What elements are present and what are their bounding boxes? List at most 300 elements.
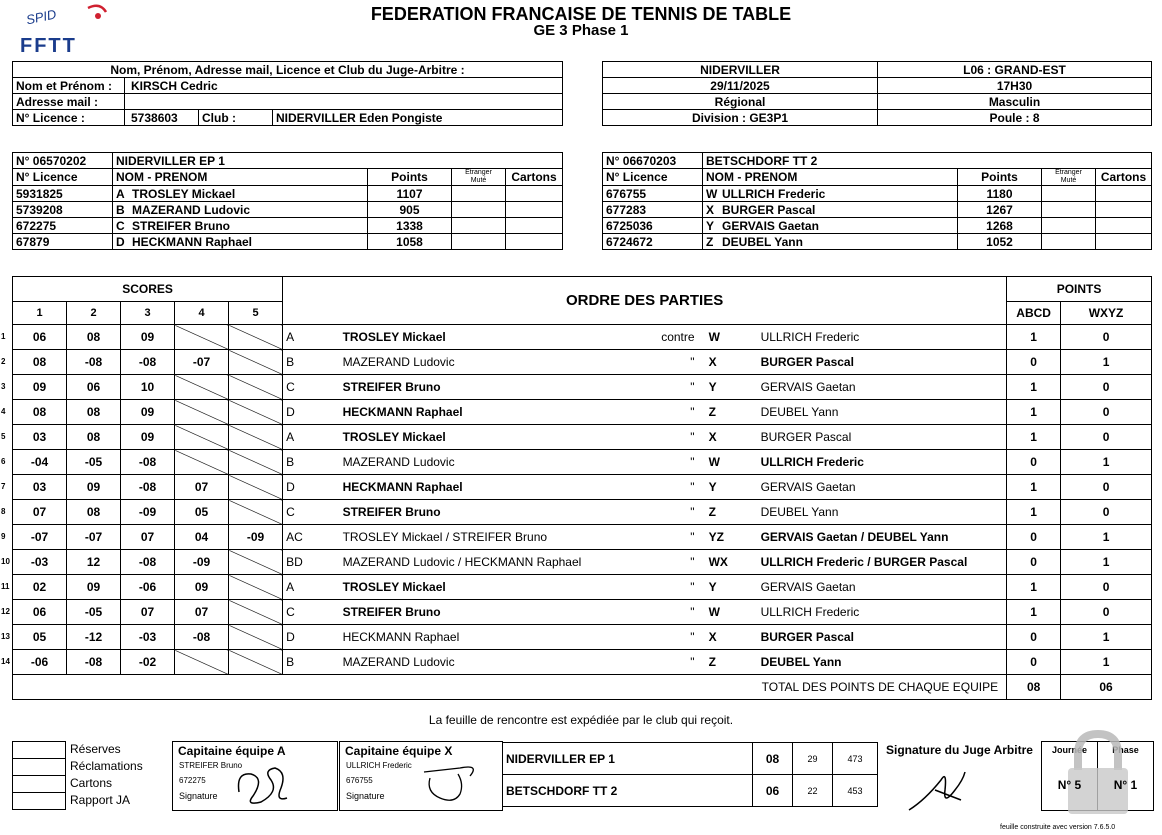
player-cards-cell	[1096, 218, 1152, 234]
set-score-value: 06	[32, 605, 47, 619]
set-score	[67, 325, 121, 350]
team-a-col-licence: N° Licence	[13, 169, 113, 186]
game-player-x: GERVAIS Gaetan	[759, 475, 1007, 500]
game-row	[13, 650, 1152, 675]
game-number: 3	[1, 382, 6, 391]
player-foreign-cell	[452, 186, 506, 202]
set-score	[67, 500, 121, 525]
game-player-a: HECKMANN Raphael	[341, 400, 643, 425]
player-letter: A	[116, 186, 125, 201]
game-player-a: HECKMANN Raphael	[341, 475, 643, 500]
set-score	[175, 425, 229, 450]
set-score	[229, 575, 283, 600]
set-score	[67, 650, 121, 675]
footer-checkbox[interactable]	[12, 741, 66, 758]
player-fullname: BURGER Pascal	[722, 202, 816, 217]
set-score	[229, 625, 283, 650]
set-score	[67, 400, 121, 425]
set-score	[1, 550, 67, 575]
game-result-x: 1	[1061, 350, 1152, 375]
game-number: 14	[1, 657, 10, 666]
game-number: 12	[1, 607, 10, 616]
set-score	[121, 325, 175, 350]
game-letters-a: A	[283, 575, 341, 600]
referee-signature-label: Signature du Juge Arbitre	[886, 743, 1033, 757]
set-score-value: -02	[138, 655, 157, 669]
game-letters-a: BD	[283, 550, 341, 575]
team-x-table	[602, 152, 1152, 250]
player-licence: 672275	[13, 218, 113, 234]
game-player-x: DEUBEL Yann	[759, 400, 1007, 425]
set-score-value: 08	[86, 505, 101, 519]
game-letters-a: A	[283, 425, 341, 450]
set-score	[1, 625, 67, 650]
set-score-value: -06	[30, 655, 49, 669]
result-a-points: 473	[833, 743, 878, 775]
player-licence: 5931825	[13, 186, 113, 202]
version-note: feuille construite avec version 7.6.5.0	[1000, 824, 1116, 831]
player-cards-cell	[506, 218, 563, 234]
set-score-value: 07	[140, 530, 155, 544]
player-name	[703, 186, 958, 202]
player-letter: Y	[706, 218, 715, 233]
captain-a-box	[172, 741, 338, 811]
game-result-x: 0	[1061, 475, 1152, 500]
player-row	[603, 202, 1152, 218]
journee-label: Journée	[1051, 745, 1087, 755]
game-player-x: ULLRICH Frederic	[759, 450, 1007, 475]
captain-x-name: ULLRICH Frederic	[346, 761, 412, 770]
footer-checkbox[interactable]	[12, 792, 66, 810]
set-score	[121, 575, 175, 600]
game-player-x: DEUBEL Yann	[759, 650, 1007, 675]
set-score	[1, 375, 67, 400]
game-result-x: 1	[1061, 625, 1152, 650]
match-info-table	[602, 61, 1152, 126]
game-player-a: STREIFER Bruno	[341, 600, 643, 625]
player-letter: X	[706, 202, 715, 217]
captain-a-signature-label: Signature	[179, 791, 218, 801]
game-number: 1	[1, 332, 6, 341]
game-letters-a: C	[283, 600, 341, 625]
game-player-a: HECKMANN Raphael	[341, 625, 643, 650]
game-player-a: MAZERAND Ludovic	[341, 350, 643, 375]
set-score	[229, 600, 283, 625]
set-score-value: -09	[246, 530, 265, 544]
phase-label: Phase	[1112, 745, 1139, 755]
set-score-value: 09	[194, 580, 209, 594]
set-score	[121, 525, 175, 550]
game-number: 5	[1, 432, 6, 441]
footer-checkbox-row	[12, 775, 172, 792]
referee-heading: Nom, Prénom, Adresse mail, Licence et Club du Juge-Arbitre :	[13, 62, 563, 78]
game-number: 11	[1, 582, 10, 591]
game-player-x: DEUBEL Yann	[759, 500, 1007, 525]
set-score-value: 09	[32, 380, 47, 394]
set-score	[175, 475, 229, 500]
journee-phase-box	[1041, 741, 1154, 811]
player-name	[703, 202, 958, 218]
match-pool: Poule : 8	[878, 110, 1152, 126]
game-result-x: 0	[1061, 375, 1152, 400]
set-label: 2	[67, 302, 121, 325]
game-result-a: 1	[1007, 575, 1061, 600]
game-letters-x: YZ	[699, 525, 759, 550]
referee-signature	[905, 760, 975, 815]
set-score-value: 10	[140, 380, 155, 394]
set-score-value: 05	[194, 505, 209, 519]
scores-heading: SCORES	[13, 277, 283, 302]
set-score	[121, 450, 175, 475]
set-score-value: -12	[84, 630, 103, 644]
game-number: 13	[1, 632, 10, 641]
player-name	[113, 202, 368, 218]
game-letters-a: A	[283, 325, 341, 350]
player-fullname: GERVAIS Gaetan	[722, 218, 819, 233]
games-table	[1, 276, 1152, 700]
match-venue: NIDERVILLER	[603, 62, 878, 78]
set-score	[67, 625, 121, 650]
game-row	[13, 575, 1152, 600]
game-row	[13, 550, 1152, 575]
set-score-value: 09	[140, 330, 155, 344]
game-result-a: 0	[1007, 525, 1061, 550]
set-score-value: -05	[84, 455, 103, 469]
captain-x-signature-label: Signature	[346, 791, 385, 801]
game-number: 7	[1, 482, 6, 491]
captain-x-title: Capitaine équipe X	[345, 744, 453, 758]
player-row	[13, 234, 563, 250]
referee-table	[12, 61, 563, 126]
footer-checkbox-label: Réclamations	[70, 759, 143, 773]
game-number: 8	[1, 507, 6, 516]
game-result-a: 0	[1007, 350, 1061, 375]
lock-icon	[1062, 726, 1134, 816]
set-score-value: -03	[138, 630, 157, 644]
set-score	[1, 325, 67, 350]
player-points: 1058	[368, 234, 452, 250]
game-result-x: 0	[1061, 325, 1152, 350]
set-label: 4	[175, 302, 229, 325]
player-letter: Z	[706, 234, 714, 249]
player-fullname: STREIFER Bruno	[132, 218, 230, 233]
captain-a-licence: 672275	[179, 776, 206, 785]
game-player-x: BURGER Pascal	[759, 350, 1007, 375]
game-letters-x: W	[699, 450, 759, 475]
player-licence: 6725036	[603, 218, 703, 234]
game-result-x: 1	[1061, 525, 1152, 550]
player-name	[703, 218, 958, 234]
result-x-sets: 22	[793, 775, 833, 807]
set-score-value: -08	[138, 480, 157, 494]
set-score	[67, 425, 121, 450]
game-versus: "	[643, 425, 699, 450]
match-date: 29/11/2025	[603, 78, 878, 94]
set-score	[229, 550, 283, 575]
team-a-col-cards: Cartons	[506, 169, 563, 186]
team-a-table	[12, 152, 563, 250]
game-result-x: 1	[1061, 450, 1152, 475]
game-player-a: TROSLEY Mickael	[341, 575, 643, 600]
game-number: 4	[1, 407, 6, 416]
set-score-value: -06	[138, 580, 157, 594]
set-score-value: -08	[138, 455, 157, 469]
game-result-a: 1	[1007, 375, 1061, 400]
player-row	[13, 186, 563, 202]
captain-a-title: Capitaine équipe A	[178, 744, 286, 758]
game-letters-x: Z	[699, 400, 759, 425]
game-versus: "	[643, 400, 699, 425]
team-x-col-points: Points	[958, 169, 1042, 186]
game-letters-a: D	[283, 625, 341, 650]
set-score	[229, 450, 283, 475]
points-wxyz-label: WXYZ	[1061, 302, 1152, 325]
set-score	[175, 600, 229, 625]
set-score-value: 07	[194, 480, 209, 494]
footer-checkbox-label: Réserves	[70, 742, 121, 756]
player-name	[113, 218, 368, 234]
game-player-a: MAZERAND Ludovic	[341, 650, 643, 675]
game-result-x: 0	[1061, 600, 1152, 625]
game-row	[13, 350, 1152, 375]
set-score	[67, 350, 121, 375]
player-foreign-cell	[1042, 186, 1096, 202]
set-score-value: 12	[86, 555, 101, 569]
player-fullname: MAZERAND Ludovic	[132, 202, 250, 217]
game-letters-a: D	[283, 475, 341, 500]
set-score	[229, 375, 283, 400]
game-versus: "	[643, 500, 699, 525]
set-score-value: -07	[30, 530, 49, 544]
game-letters-a: D	[283, 400, 341, 425]
game-player-a: STREIFER Bruno	[341, 375, 643, 400]
game-versus: "	[643, 550, 699, 575]
game-result-a: 0	[1007, 550, 1061, 575]
set-score-value: -09	[192, 555, 211, 569]
player-cards-cell	[506, 202, 563, 218]
set-score-value: 09	[86, 580, 101, 594]
set-score-value: 06	[32, 330, 47, 344]
set-score	[1, 425, 67, 450]
set-score	[229, 650, 283, 675]
player-points: 1180	[958, 186, 1042, 202]
set-score-value: 09	[86, 480, 101, 494]
game-versus: "	[643, 650, 699, 675]
match-gender: Masculin	[878, 94, 1152, 110]
set-score-value: 09	[140, 430, 155, 444]
footer-checkbox-label: Rapport JA	[70, 793, 131, 807]
referee-club-label: Club :	[199, 110, 273, 126]
team-x-number: N° 06670203	[603, 153, 703, 169]
game-player-x: BURGER Pascal	[759, 625, 1007, 650]
game-result-a: 0	[1007, 450, 1061, 475]
player-foreign-cell	[452, 218, 506, 234]
player-letter: D	[116, 234, 125, 249]
points-abcd-label: ABCD	[1007, 302, 1061, 325]
game-result-x: 0	[1061, 400, 1152, 425]
set-score	[175, 400, 229, 425]
game-result-a: 1	[1007, 475, 1061, 500]
set-score-value: 08	[86, 405, 101, 419]
game-letters-x: X	[699, 425, 759, 450]
footer-checkbox-row	[12, 741, 172, 758]
team-a-name: NIDERVILLER EP 1	[113, 153, 563, 169]
set-score	[1, 350, 67, 375]
game-letters-x: W	[699, 325, 759, 350]
set-score-value: 08	[86, 430, 101, 444]
game-player-x: BURGER Pascal	[759, 425, 1007, 450]
set-label: 1	[13, 302, 67, 325]
player-points: 1107	[368, 186, 452, 202]
set-label: 5	[229, 302, 283, 325]
game-letters-x: Y	[699, 575, 759, 600]
points-heading: POINTS	[1007, 277, 1152, 302]
match-time: 17H30	[878, 78, 1152, 94]
total-x: 06	[1061, 675, 1152, 700]
total-a: 08	[1007, 675, 1061, 700]
game-result-x: 0	[1061, 575, 1152, 600]
game-letters-x: X	[699, 625, 759, 650]
game-letters-x: Y	[699, 375, 759, 400]
player-row	[603, 186, 1152, 202]
set-score-value: 08	[32, 355, 47, 369]
game-player-x: ULLRICH Frederic	[759, 600, 1007, 625]
player-points: 1052	[958, 234, 1042, 250]
game-row	[13, 400, 1152, 425]
game-versus: contre	[643, 325, 699, 350]
player-row	[603, 234, 1152, 250]
game-versus: "	[643, 625, 699, 650]
set-score-value: -07	[192, 355, 211, 369]
game-player-a: STREIFER Bruno	[341, 500, 643, 525]
set-score	[1, 575, 67, 600]
set-score	[175, 375, 229, 400]
set-score-value: -08	[84, 355, 103, 369]
player-fullname: HECKMANN Raphael	[132, 234, 253, 249]
set-score	[67, 375, 121, 400]
game-row	[13, 325, 1152, 350]
footer-checkbox-label: Cartons	[70, 776, 113, 790]
set-score	[121, 500, 175, 525]
set-score	[175, 450, 229, 475]
set-score	[229, 475, 283, 500]
player-letter: B	[116, 202, 125, 217]
player-points: 1268	[958, 218, 1042, 234]
set-score	[1, 400, 67, 425]
set-score-value: -04	[30, 455, 49, 469]
team-a-col-foreign: Etranger Muté	[452, 169, 506, 186]
player-points: 1338	[368, 218, 452, 234]
game-result-a: 1	[1007, 600, 1061, 625]
set-score-value: 07	[140, 605, 155, 619]
set-score	[67, 550, 121, 575]
team-a-number: N° 06570202	[13, 153, 113, 169]
set-score	[229, 525, 283, 550]
game-letters-a: B	[283, 350, 341, 375]
game-result-a: 0	[1007, 625, 1061, 650]
game-player-a: TROSLEY Mickael / STREIFER Bruno	[341, 525, 643, 550]
game-player-x: ULLRICH Frederic / BURGER Pascal	[759, 550, 1007, 575]
team-x-col-name: NOM - PRENOM	[703, 169, 958, 186]
game-number: 9	[1, 532, 6, 541]
player-name	[703, 234, 958, 250]
set-score	[1, 500, 67, 525]
game-result-a: 0	[1007, 650, 1061, 675]
set-score-value: -08	[138, 555, 157, 569]
footer-checkbox[interactable]	[12, 775, 66, 792]
game-versus: "	[643, 475, 699, 500]
team-x-col-licence: N° Licence	[603, 169, 703, 186]
set-score	[175, 575, 229, 600]
player-cards-cell	[1096, 202, 1152, 218]
captain-a-name: STREIFER Bruno	[179, 761, 243, 770]
set-score	[175, 500, 229, 525]
player-licence: 6724672	[603, 234, 703, 250]
phase-value: N° 1	[1113, 778, 1138, 792]
set-score	[67, 450, 121, 475]
match-division: Division : GE3P1	[603, 110, 878, 126]
player-fullname: ULLRICH Frederic	[722, 186, 826, 201]
result-x-team: BETSCHDORF TT 2	[503, 775, 753, 807]
journee-value: N° 5	[1057, 778, 1082, 792]
player-foreign-cell	[1042, 234, 1096, 250]
svg-text:SPID: SPID	[24, 6, 58, 28]
svg-text:FFTT: FFTT	[20, 35, 77, 57]
game-row	[13, 500, 1152, 525]
footer-checkbox[interactable]	[12, 758, 66, 775]
game-row	[13, 375, 1152, 400]
captain-a-signature	[231, 762, 291, 808]
game-player-a: MAZERAND Ludovic / HECKMANN Raphael	[341, 550, 643, 575]
result-a-team: NIDERVILLER EP 1	[503, 743, 753, 775]
set-score	[1, 650, 67, 675]
game-versus: "	[643, 350, 699, 375]
page-subtitle: GE 3 Phase 1	[533, 22, 629, 39]
team-x-col-cards: Cartons	[1096, 169, 1152, 186]
set-score-value: -09	[138, 505, 157, 519]
set-score	[175, 550, 229, 575]
set-score	[67, 575, 121, 600]
set-score	[121, 350, 175, 375]
game-player-a: TROSLEY Mickael	[341, 425, 643, 450]
set-score-value: -08	[84, 655, 103, 669]
player-points: 1267	[958, 202, 1042, 218]
game-result-x: 0	[1061, 425, 1152, 450]
set-score-value: -08	[192, 630, 211, 644]
player-foreign-cell	[1042, 218, 1096, 234]
set-score	[121, 550, 175, 575]
game-player-x: ULLRICH Frederic	[759, 325, 1007, 350]
set-score	[121, 425, 175, 450]
player-licence: 5739208	[13, 202, 113, 218]
player-fullname: TROSLEY Mickael	[132, 186, 236, 201]
team-a-col-name: NOM - PRENOM	[113, 169, 368, 186]
team-a-col-points: Points	[368, 169, 452, 186]
set-score	[175, 325, 229, 350]
set-score	[1, 450, 67, 475]
game-letters-x: WX	[699, 550, 759, 575]
game-result-x: 1	[1061, 550, 1152, 575]
player-letter: C	[116, 218, 125, 233]
set-score	[1, 600, 67, 625]
game-number: 10	[1, 557, 10, 566]
game-versus: "	[643, 375, 699, 400]
referee-club: NIDERVILLER Eden Pongiste	[273, 110, 563, 126]
player-licence: 677283	[603, 202, 703, 218]
set-score	[229, 325, 283, 350]
set-score-value: -03	[30, 555, 49, 569]
game-letters-x: Z	[699, 500, 759, 525]
